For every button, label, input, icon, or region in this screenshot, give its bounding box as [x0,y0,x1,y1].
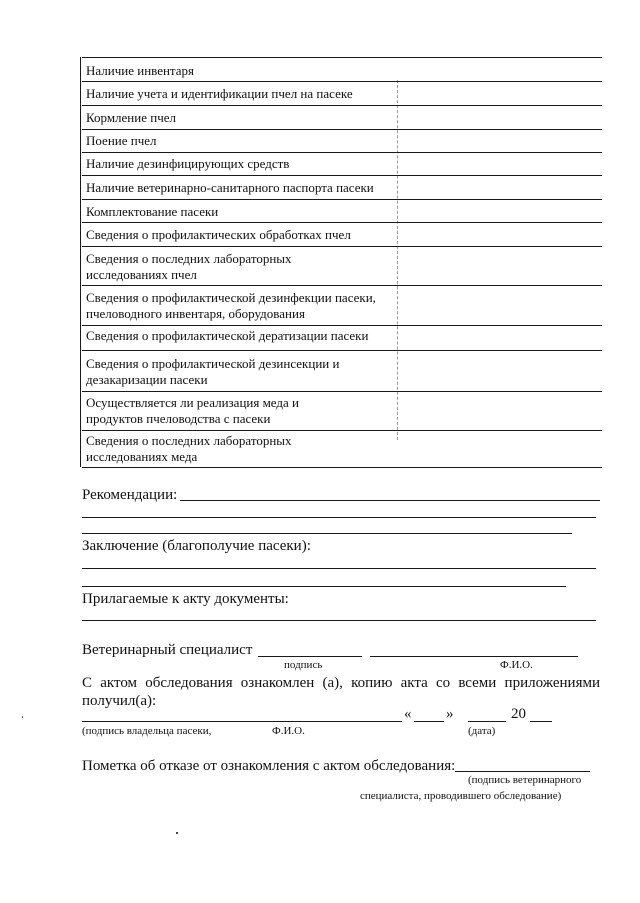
scan-speck [176,832,178,834]
table-row-separator [82,222,602,223]
vet-fio-caption: Ф.И.О. [500,659,533,671]
vet-signature-line[interactable] [258,656,362,657]
table-row-separator [82,129,602,130]
table-row-label: Кормление пчел [86,110,176,125]
refusal-caption-line2: специалиста, проводившего обследование) [360,790,562,802]
vet-fio-line[interactable] [370,656,578,657]
table-row-label: Сведения о профилактических обработках пчел [86,227,351,242]
attached-documents-label: Прилагаемые к акту документы: [82,591,289,607]
table-row-label: Сведения о последних лабораторных исследованиях меда [86,433,292,464]
table-row-separator [82,350,602,351]
table-row-label: Осуществляется ли реализация меда и продуктов пчеловодства с пасеки [86,395,300,426]
date-month-line[interactable] [468,721,506,722]
table-row-separator [82,285,602,286]
refusal-signature-line[interactable] [455,771,590,772]
table-row-separator [82,175,602,176]
table-row-label: Комплектование пасеки [86,204,219,219]
table-row-label: Сведения о профилактической дезинсекции и дезакаризации пасеки [86,356,340,387]
conclusion-line[interactable] [82,568,596,569]
recommendations-line[interactable] [180,500,600,501]
vet-specialist-label: Ветеринарный специалист [82,642,253,658]
owner-signature-line[interactable] [82,721,402,722]
vet-signature-caption: подпись [284,659,323,671]
date-caption: (дата) [468,725,496,737]
table-row-label: Наличие учета и идентификации пчел на пасеке [86,86,353,101]
table-row-separator [82,81,602,82]
table-row-separator [82,430,602,431]
owner-signature-caption: (подпись владельца пасеки, [82,725,212,737]
refusal-label: Пометка об отказе от ознакомления с актом обследования: [82,758,456,774]
refusal-caption-line1: (подпись ветеринарного [468,774,582,786]
table-row-label: Поение пчел [86,133,157,148]
table-column-divider [397,80,398,440]
date-year-line[interactable] [530,721,552,722]
conclusion-line[interactable] [82,586,566,587]
table-row-label: Наличие ветеринарно-санитарного паспорта пасеки [86,180,374,195]
table-row-label: Наличие дезинфицирующих средств [86,156,290,171]
table-bottom-border [82,467,602,468]
table-row-separator [82,105,602,106]
attached-documents-line[interactable] [82,620,596,621]
date-year-prefix: 20 [511,706,526,722]
table-row-separator [82,199,602,200]
table-row-separator [82,325,602,326]
recommendations-line[interactable] [82,517,596,518]
recommendations-label: Рекомендации: [82,487,178,503]
table-row-label: Сведения о последних лабораторных исследованиях пчел [86,251,292,282]
owner-fio-caption: Ф.И.О. [272,725,305,737]
table-row-separator [82,391,602,392]
table-row-separator [82,246,602,247]
recommendations-line[interactable] [82,533,572,534]
table-row-label: Сведения о профилактической дезинфекции пасеки, пчеловодного инвентаря, оборудования [86,290,376,321]
conclusion-label: Заключение (благополучие пасеки): [82,538,311,554]
table-row-label: Наличие инвентаря [86,63,195,78]
table-left-border [80,57,81,467]
table-top-border [82,57,602,58]
table-row-label: Сведения о профилактической дератизации пасеки [86,328,369,343]
table-row-separator [82,152,602,153]
date-day-line[interactable] [414,721,444,722]
date-quote-open: « [404,706,412,722]
scan-speck [22,716,23,718]
date-quote-close: » [446,706,454,722]
acknowledgement-text: С актом обследования ознакомлен (а), копию акта со всеми приложениями получил(а): [82,675,600,709]
